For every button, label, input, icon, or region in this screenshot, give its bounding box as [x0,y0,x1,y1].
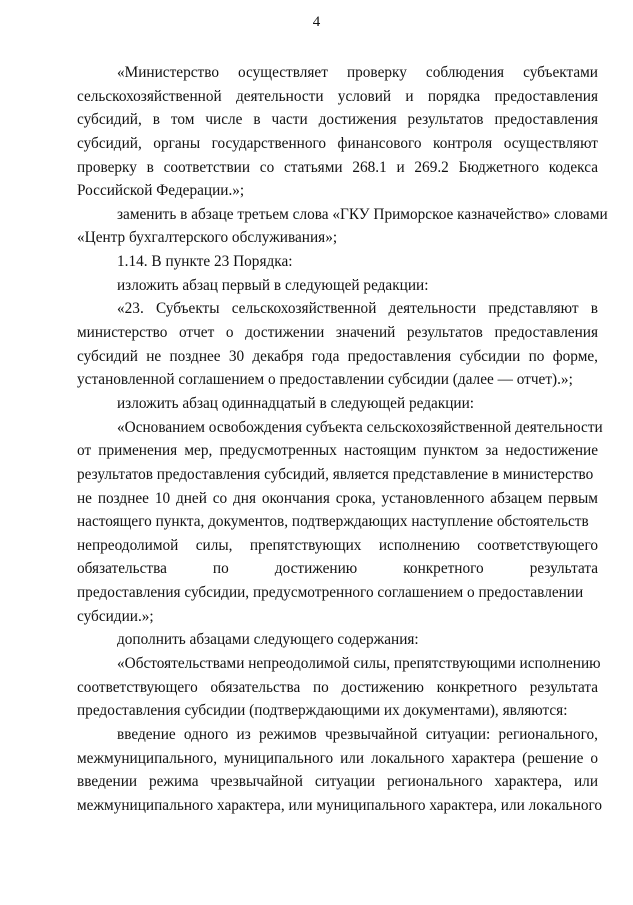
text-line: дополнить абзацами следующего содержания: [117,631,419,649]
text-line: проверку в соответствии со статьями 268.1 и 269.2 Бюджетного кодекса [77,158,598,176]
text-line: обязательства по достижению конкретного результата [77,560,598,578]
text-line: непреодолимой силы, препятствующих исполнению соответствующего [77,536,598,554]
document-body [77,61,608,818]
text-line: субсидий не позднее 30 декабря года предоставления субсидии по форме, [77,347,598,365]
text-line: соответствующего обязательства по достижению конкретного результата [77,678,598,696]
text-line: сельскохозяйственной деятельности условий и порядка предоставления [77,87,598,105]
text-line: предоставления субсидии (подтверждающими их документами), являются: [77,702,568,720]
text-line: изложить абзац первый в следующей редакции: [117,276,429,294]
text-line: настоящего пункта, документов, подтверждающих наступление обстоятельств [77,513,589,531]
text-line: межмуниципального характера, или муниципального характера, или локального [77,796,603,814]
text-line: 1.14. В пункте 23 Порядка: [117,253,293,271]
text-line: результатов предоставления субсидий, является представление в министерство [77,465,594,483]
text-line: межмуниципального, муниципального или локального характера (решение о [77,749,598,767]
text-line: «Основанием освобождения субъекта сельскохозяйственной деятельности [117,418,603,436]
text-line: Российской Федерации.»; [77,182,245,200]
text-line: «Министерство осуществляет проверку соблюдения субъектами [117,64,598,81]
text-line: субсидии.»; [77,607,154,625]
text-line: субсидий, в том числе в части достижения результатов предоставления [77,111,598,129]
text-line: министерство отчет о достижении значений результатов предоставления [77,324,598,342]
text-line: «23. Субъекты сельскохозяйственной деятельности представляют в [117,300,598,318]
text-line: заменить в абзаце третьем слова «ГКУ Приморское казначейство» словами [117,205,608,223]
text-line: субсидий, органы государственного финансового контроля осуществляют [77,134,598,152]
text-line: установленной соглашением о предоставлении субсидии (далее — отчет).»; [77,371,573,389]
text-line: предоставления субсидии, предусмотренного соглашением о предоставлении [77,584,584,602]
text-line: от применения мер, предусмотренных настоящим пунктом за недостижение [77,442,598,460]
text-line: введение одного из режимов чрезвычайной ситуации: регионального, [117,725,598,743]
text-line: «Обстоятельствами непреодолимой силы, препятствующими исполнению [117,655,601,673]
text-line: изложить абзац одиннадцатый в следующей редакции: [117,394,475,412]
text-line: введении режима чрезвычайной ситуации регионального характера, или [77,773,598,791]
text-line: «Центр бухгалтерского обслуживания»; [77,229,338,247]
page-number: 4 [312,14,321,30]
text-line: не позднее 10 дней со дня окончания срока, установленного абзацем первым [77,489,598,507]
